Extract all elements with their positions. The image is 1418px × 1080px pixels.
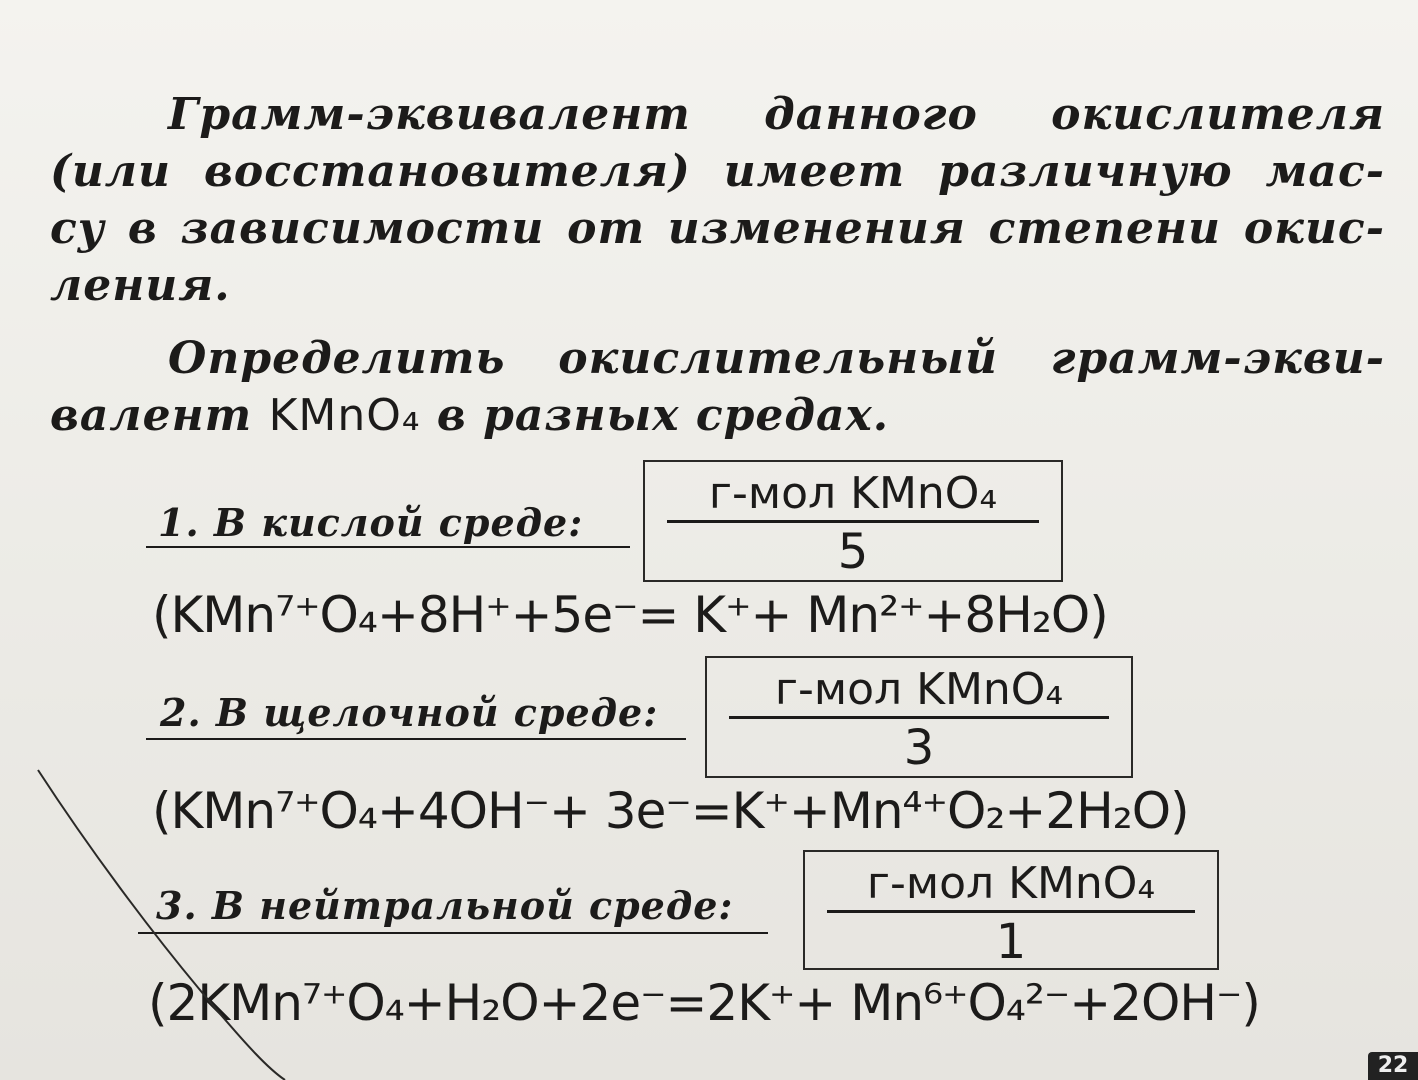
kmno4-formula: KMnO₄ [268, 390, 421, 441]
case-2-label: 2. В щелочной среде: [160, 690, 659, 735]
case-3-label: 3. В нейтральной среде: [156, 883, 734, 928]
case-1-fraction-bar [667, 520, 1039, 523]
case-3-numerator: г-мол KMnO₄ [866, 858, 1156, 909]
case-2-fraction-bar [729, 716, 1109, 719]
case-3-equation: (2KMn⁷⁺O₄+H₂O+2e⁻=2K⁺+ Mn⁶⁺O₄²⁻+2OH⁻) [148, 974, 1260, 1032]
case-1-fraction-box [643, 460, 1063, 582]
paragraph-2-rest: в разных средах. [436, 390, 890, 441]
paragraph-1-line-4: ления. [50, 260, 231, 311]
paragraph-1-line-3: су в зависимости от изменения степени окис- [50, 203, 1385, 254]
case-1-label: 1. В кислой среде: [158, 500, 584, 545]
case-3-fraction-box [803, 850, 1219, 970]
case-2-denominator: 3 [903, 720, 935, 776]
case-3-denominator: 1 [995, 914, 1027, 970]
case-2-fraction-box [705, 656, 1133, 778]
paragraph-1-line-2: (или восстановителя) имеет различную мас- [50, 146, 1385, 197]
case-1-denominator: 5 [837, 524, 869, 580]
paragraph-2-word-valent: валент [50, 390, 253, 441]
paragraph-1 [50, 86, 1385, 314]
paragraph-2-line-2 [50, 387, 1385, 444]
page-number: 22 [1368, 1052, 1418, 1080]
paragraph-2-line-1: Определить окислительный грамм-экви- [168, 333, 1385, 384]
case-2-underline [146, 738, 686, 740]
case-1-equation: (KMn⁷⁺O₄+8H⁺+5e⁻= K⁺+ Mn²⁺+8H₂O) [152, 586, 1108, 644]
case-2-numerator: г-мол KMnO₄ [774, 664, 1064, 715]
paragraph-2 [50, 330, 1385, 444]
case-1-underline [146, 546, 630, 548]
case-3-underline [138, 932, 768, 934]
case-1-numerator: г-мол KMnO₄ [708, 468, 998, 519]
paragraph-1-line-1: Грамм-эквивалент данного окислителя [168, 89, 1385, 140]
case-2-equation: (KMn⁷⁺O₄+4OH⁻+ 3e⁻=K⁺+Mn⁴⁺O₂+2H₂O) [152, 782, 1189, 840]
case-3-fraction-bar [827, 910, 1195, 913]
